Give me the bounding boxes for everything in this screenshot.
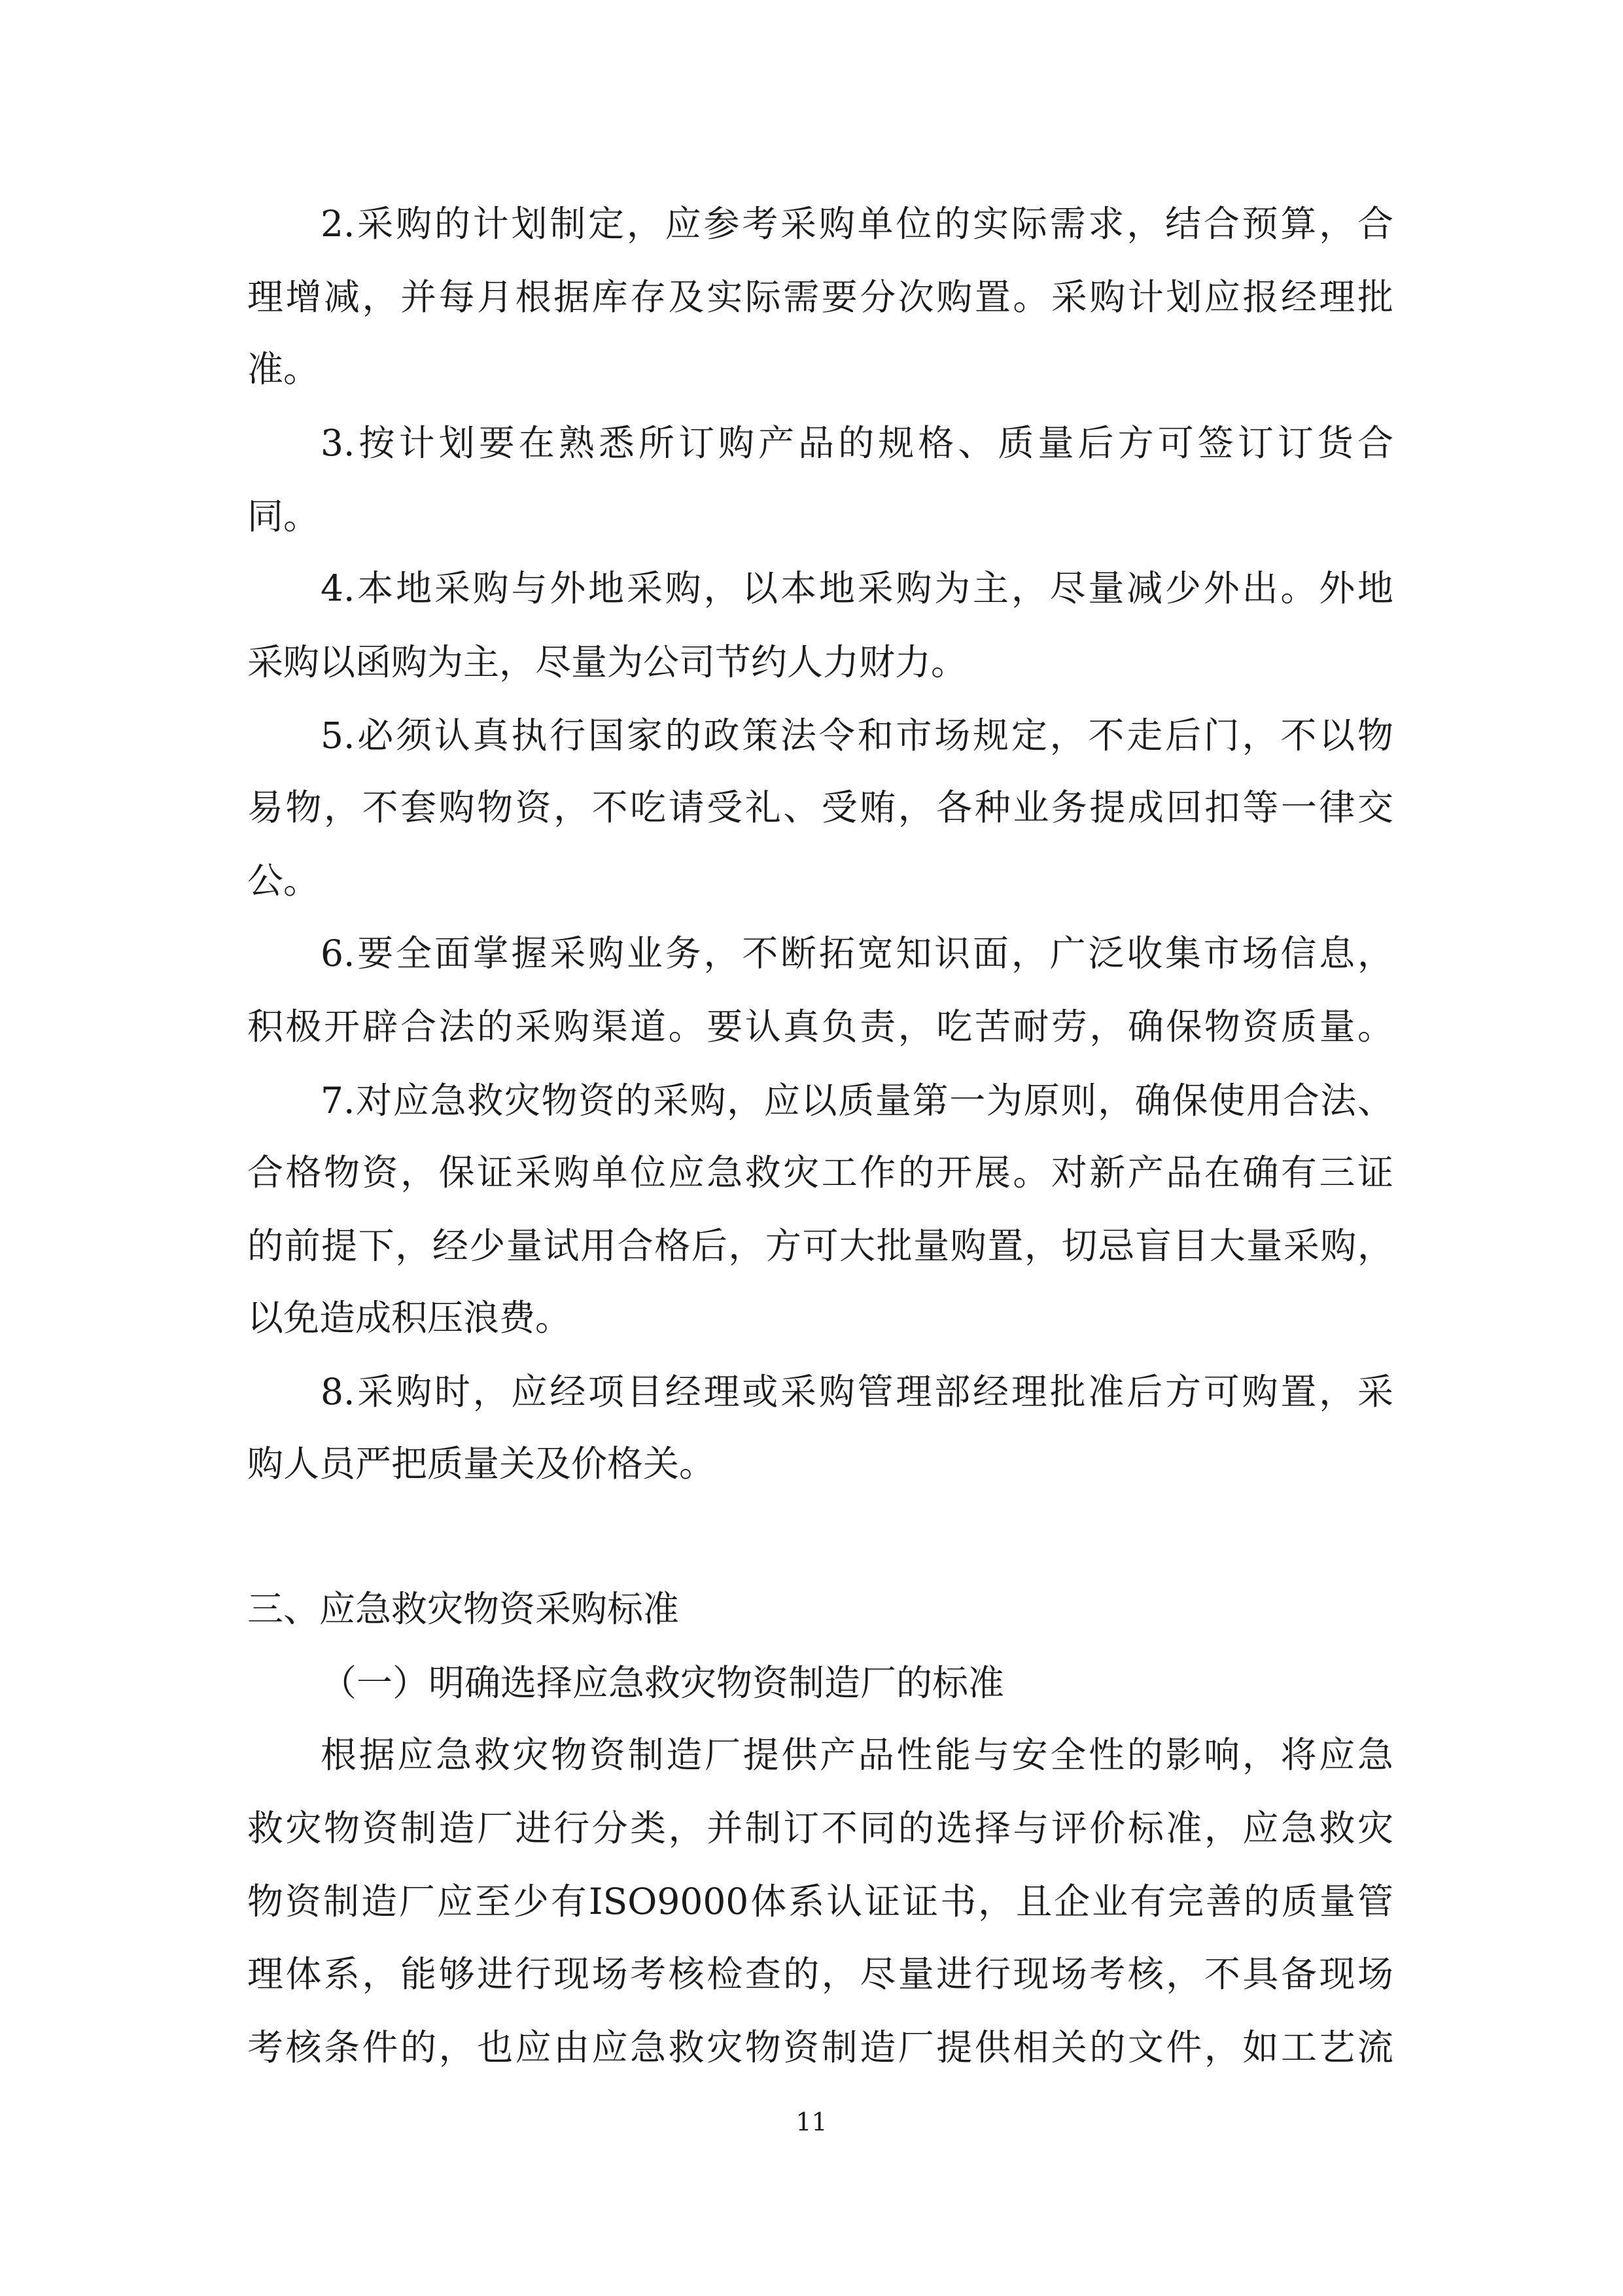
paragraph-8-line-1: 8.采购时，应经项目经理或采购管理部经理批准后方可购置，采 (321, 1371, 1393, 1413)
paragraph-7-line-4: 以免造成积压浪费。 (247, 1297, 572, 1339)
body-paragraph-line-5: 考核条件的，也应由应急救灾物资制造厂提供相关的文件，如工艺流 (247, 2026, 1393, 2068)
paragraph-7-line-1: 7.对应急救灾物资的采购，应以质量第一为原则，确保使用合法、 (321, 1080, 1393, 1122)
subsection-heading: （一）明确选择应急救灾物资制造厂的标准 (321, 1662, 1005, 1704)
paragraph-2-line-3: 准。 (247, 348, 320, 390)
body-paragraph-line-4: 理体系，能够进行现场考核检查的，尽量进行现场考核，不具备现场 (247, 1953, 1393, 1995)
page-number: 11 (795, 2108, 828, 2136)
body-paragraph-line-3: 物资制造厂应至少有ISO9000体系认证证书，且企业有完善的质量管 (247, 1881, 1393, 1922)
paragraph-3-line-2: 同。 (247, 495, 320, 537)
paragraph-3-line-1: 3.按计划要在熟悉所订购产品的规格、质量后方可签订订货合 (321, 422, 1393, 464)
paragraph-2-line-1: 2.采购的计划制定，应参考采购单位的实际需求，结合预算，合 (321, 203, 1393, 245)
section-heading: 三、应急救灾物资采购标准 (247, 1588, 680, 1630)
paragraph-2-line-2: 理增减，并每月根据库存及实际需要分次购置。采购计划应报经理批 (247, 276, 1393, 318)
paragraph-7-line-2: 合格物资，保证采购单位应急救灾工作的开展。对新产品在确有三证 (247, 1152, 1393, 1193)
paragraph-4-line-1: 4.本地采购与外地采购，以本地采购为主，尽量减少外出。外地 (321, 567, 1393, 609)
paragraph-6-line-1: 6.要全面掌握采购业务，不断拓宽知识面，广泛收集市场信息， (321, 932, 1393, 974)
paragraph-4-line-2: 采购以函购为主，尽量为公司节约人力财力。 (247, 641, 968, 683)
paragraph-8-line-2: 购人员严把质量关及价格关。 (247, 1443, 716, 1485)
body-paragraph-line-2: 救灾物资制造厂进行分类，并制订不同的选择与评价标准，应急救灾 (247, 1807, 1393, 1849)
paragraph-6-line-2: 积极开辟合法的采购渠道。要认真负责，吃苦耐劳，确保物资质量。 (247, 1006, 1393, 1048)
paragraph-5-line-2: 易物，不套购物资，不吃请受礼、受贿，各种业务提成回扣等一律交 (247, 786, 1393, 828)
paragraph-7-line-3: 的前提下，经少量试用合格后，方可大批量购置，切忌盲目大量采购， (247, 1225, 1393, 1267)
paragraph-5-line-3: 公。 (247, 860, 320, 902)
body-paragraph-line-1: 根据应急救灾物资制造厂提供产品性能与安全性的影响，将应急 (321, 1734, 1393, 1776)
paragraph-5-line-1: 5.必须认真执行国家的政策法令和市场规定，不走后门，不以物 (321, 715, 1393, 756)
